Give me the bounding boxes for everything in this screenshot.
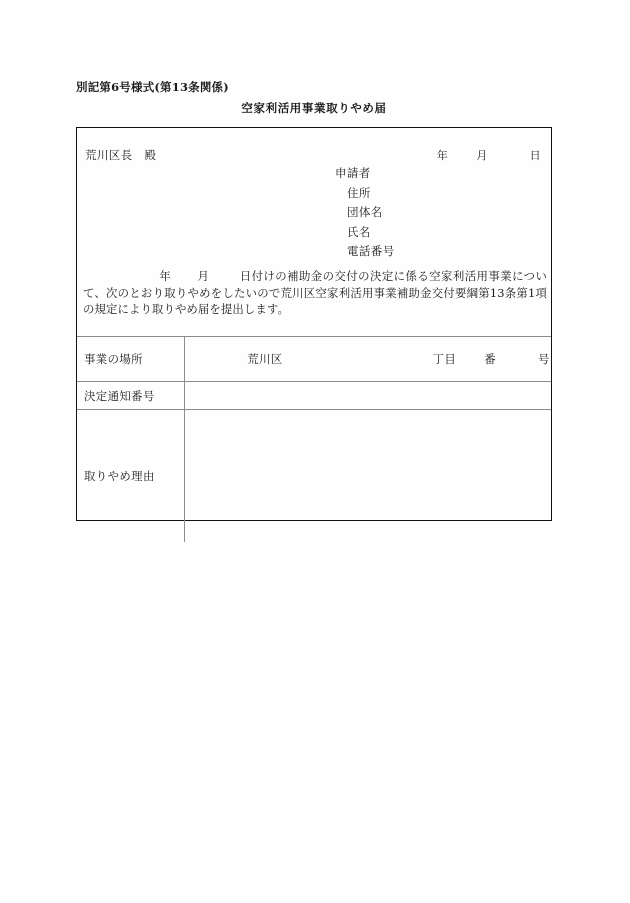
applicant-phone-label: 電話番号: [347, 244, 395, 258]
applicant-heading: 申請者: [335, 166, 371, 180]
body-month-label: 月: [197, 269, 210, 283]
form-upper-section: [77, 128, 551, 336]
body-line1: 日付けの補助金の交付の決定に係る空家利活用事業について、次: [83, 269, 548, 300]
date-month-label: 月: [476, 149, 488, 162]
row-label-decision-notice-number: 決定通知番号: [77, 382, 185, 410]
location-chome-label: 丁目: [432, 352, 457, 366]
body-paragraph: [83, 268, 547, 318]
row-label-business-location: 事業の場所: [77, 337, 185, 382]
applicant-block: [335, 164, 395, 262]
row-value-decision-notice-number[interactable]: [185, 382, 552, 410]
row-value-cancellation-reason[interactable]: [185, 410, 552, 543]
form-table: [77, 336, 551, 542]
table-row: [77, 382, 551, 410]
applicant-address-label: 住所: [347, 185, 371, 200]
location-go-label: 号: [537, 352, 550, 366]
date-day-label: 日: [529, 149, 541, 162]
row-label-cancellation-reason: 取りやめ理由: [77, 410, 185, 543]
page-title: 空家利活用事業取りやめ届: [241, 101, 387, 115]
applicant-organization-label: 団体名: [347, 205, 383, 219]
location-ward: 荒川区: [247, 352, 283, 366]
location-ban-label: 番: [484, 352, 496, 366]
date-line: [406, 134, 541, 176]
form-number: 別記第6号様式(第13条関係): [76, 80, 229, 94]
date-year-label: 年: [436, 149, 449, 162]
table-row: [77, 410, 551, 543]
body-year-label: 年: [159, 269, 172, 283]
body-line3: により取りやめ届を提出します。: [117, 302, 289, 316]
body-line2: のとおり取りやめをしたいので荒川区空家利活用事業補助金交付要綱第13条第1項の規定: [83, 285, 547, 316]
table-row: [77, 337, 551, 382]
form-main-box: [76, 127, 552, 521]
addressee: 荒川区長 殿: [85, 148, 157, 162]
applicant-name-label: 氏名: [347, 224, 371, 239]
row-value-business-location[interactable]: [185, 337, 552, 382]
